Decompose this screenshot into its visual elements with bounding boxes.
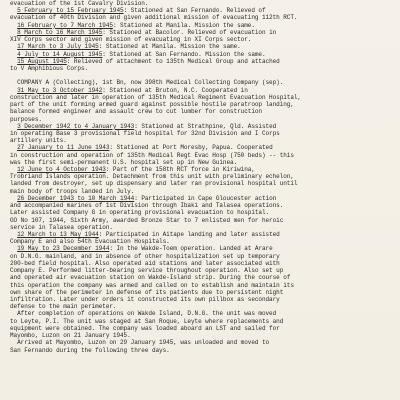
date-range-underlined: 16 February to 7 March 1945 [17, 21, 113, 29]
text-run: defense to the main perimeter. [10, 303, 117, 311]
text-line [10, 108, 394, 115]
text-line [10, 202, 394, 209]
text-line [10, 116, 394, 123]
text-line [10, 296, 394, 303]
text-line [10, 166, 394, 173]
text-run: equipment were obtained. The company was loaded aboard an LST and sailed for [10, 324, 280, 332]
text-line [10, 318, 394, 325]
text-line [10, 51, 394, 58]
text-run: : Stationed at Port Moresby, Papua. Cooperated [109, 144, 273, 152]
text-run: own share of the perimeter in defense of its patients due to persistent night [10, 288, 284, 296]
text-line [10, 144, 394, 151]
text-line [10, 94, 394, 101]
text-run: construction and later in operation of 135th Medical Regiment Evacuation Hospital, [10, 93, 301, 101]
date-range-underlined: 12 June to 4 October 1943 [17, 166, 106, 174]
text-run: Trobriand Islands operation. Detachment from this unit with preliminary echelon, [10, 173, 294, 181]
date-range-underlined: 15 August 1945 [17, 57, 67, 65]
text-line [10, 58, 394, 65]
text-run: evacuation of 40th Division and given additional mission of evacuating 112th RCT. [10, 14, 298, 22]
date-range-underlined: 17 March to 3 July 1945 [17, 43, 99, 51]
text-line [10, 217, 394, 224]
text-run: to Leyte, P.I. The unit was staged at San Roque, Leyte where replacements and [10, 317, 284, 325]
text-line [10, 65, 394, 72]
date-range-underlined: 5 February to 15 February 1945 [17, 7, 124, 15]
text-run: : Relieved of attachment to 135th Medical Group and attached [66, 57, 280, 65]
text-run: : Stationed at San Fernando. Mission the same. [102, 50, 266, 58]
text-run: purposes. [10, 115, 42, 123]
text-line [10, 152, 394, 159]
text-run: to V Amphibious Corps. [10, 64, 89, 72]
text-run: : Participated in Cape Gloucester action [134, 194, 277, 202]
text-line [10, 7, 394, 14]
text-line [10, 87, 394, 94]
text-run: : Part of the 158th RCT force in Kiriwina, [105, 166, 255, 174]
text-run: artillery units. [10, 137, 67, 145]
text-run: : Stationed at San Fernando. Relieved of [123, 7, 266, 15]
text-run: landed from destroyer, set up dispensary and later ran provisional hospital until [10, 180, 298, 188]
text-run: : Stationed at Strathpine, Qld. Assisted [134, 122, 277, 130]
text-line [10, 79, 394, 86]
text-line [10, 231, 394, 238]
text-line [10, 339, 394, 346]
date-range-underlined: 26 December 1943 to 10 March 1944 [17, 194, 135, 202]
text-run: San Fernando during the following three days. [10, 346, 170, 354]
text-run: : Stationed at Manila. Mission the same. [98, 43, 241, 51]
text-run: Mayombo, Luzon on 21 January 1945. [10, 332, 131, 340]
text-line [10, 245, 394, 252]
text-run: part of the unit forming armed guard against possible hostile paratroop landing, [10, 101, 294, 109]
text-line [10, 130, 394, 137]
date-range-underlined: 27 January to 11 June 1943 [17, 144, 110, 152]
text-line [10, 101, 394, 108]
text-line [10, 36, 394, 43]
text-run: and accompanied marines of 1st Division through Ibaki and Talasea operations. [10, 202, 284, 210]
text-line [10, 238, 394, 245]
text-run: infiltration. Later under orders it constructed its own pillbox as secondary [10, 295, 280, 303]
text-line [10, 22, 394, 29]
text-run: balance formed engineer and assault crew to cut lumber for construction [10, 108, 262, 116]
text-run: Arrived at Mayombo, Luzon on 29 January 1945, was unloaded and moved to [10, 339, 270, 347]
text-line [10, 123, 394, 130]
text-line [10, 253, 394, 260]
text-run: in operating Base 3 provisional field hospital for 32nd Division and I Corps [10, 129, 280, 137]
text-line [10, 72, 394, 79]
text-line [10, 0, 394, 7]
text-run: was the first semi-permanent U.S. hospital set up in New Guinea. [10, 158, 238, 166]
text-run: 200-bed field hospital. Also operated aid stations and later associated with [10, 259, 280, 267]
text-run: in construction and operation of 135th Medical Regt Evac Hosp (750 beds) -- this [10, 151, 294, 159]
date-range-underlined: 8 March to 16 March 1945 [17, 28, 103, 36]
text-run: Later assisted Company G in operating provisional evacuation to hospital. [10, 209, 270, 217]
text-line [10, 274, 394, 281]
text-line [10, 332, 394, 339]
text-line [10, 310, 394, 317]
text-run: : Stationed at Bacolor. Relieved of evacuation in [102, 28, 277, 36]
text-line [10, 303, 394, 310]
text-line [10, 347, 394, 354]
text-run: : In the Wakde-Toem operation. Landed at Arare [109, 245, 273, 253]
text-run: : Stationed at Bruton, N.C. Cooperated in [102, 86, 248, 94]
text-run: and operated air evacuation station on Wakde-Island strip. During the course of [10, 274, 291, 282]
text-run: XIV Corps sector and given mission of evacuating in XI Corps sector. [10, 36, 252, 44]
text-line [10, 224, 394, 231]
text-line [10, 159, 394, 166]
text-line [10, 188, 394, 195]
text-run: this operation the company was armed and called on to establish and maintain its [10, 281, 294, 289]
document-body [10, 0, 394, 354]
text-line [10, 137, 394, 144]
text-run: Company E and also 54th Evacuation Hospitals. [10, 238, 170, 246]
text-run: After completion of operations on Wakde Island, D.N.G. the unit was moved [10, 310, 277, 318]
text-line [10, 195, 394, 202]
text-line [10, 29, 394, 36]
date-range-underlined: 19 May to 23 December 1944 [17, 245, 110, 253]
text-line [10, 267, 394, 274]
text-line [10, 209, 394, 216]
text-run: Company E. Performed litter-bearing service throughout operation. Also set up [10, 267, 284, 275]
text-line [10, 173, 394, 180]
text-run: COMPANY A (Collecting), 1st Bn, now 398th Medical Collecting Company (sep). [10, 79, 284, 87]
text-run: GO No 107, 1944, Sixth Army, awarded Bronze Star to 7 enlisted men for heroic [10, 216, 284, 224]
date-range-underlined: 4 July to 14 August 1945 [17, 50, 103, 58]
text-line [10, 43, 394, 50]
text-line [10, 289, 394, 296]
text-run: evacuation of the 1st Cavalry Division. [10, 0, 149, 7]
date-range-underlined: 3 December 1942 to 4 January 1943 [17, 122, 135, 130]
date-range-underlined: 31 May to 3 October 1942 [17, 86, 103, 94]
text-run: main body of troops landed in July. [10, 187, 135, 195]
text-line [10, 325, 394, 332]
text-line [10, 14, 394, 21]
text-line [10, 260, 394, 267]
date-range-underlined: 12 March to 13 May 1944 [17, 231, 99, 238]
text-run: : Stationed at Manila. Mission the same. [112, 21, 255, 29]
text-run: : Participated in Aitape landing and later assisted [98, 231, 280, 238]
text-run: service in Talasea operation. [10, 223, 113, 231]
text-run: on D.N.G. mainland, and in absence of other hospitalization set up temporary [10, 252, 280, 260]
text-line [10, 180, 394, 187]
text-line [10, 282, 394, 289]
